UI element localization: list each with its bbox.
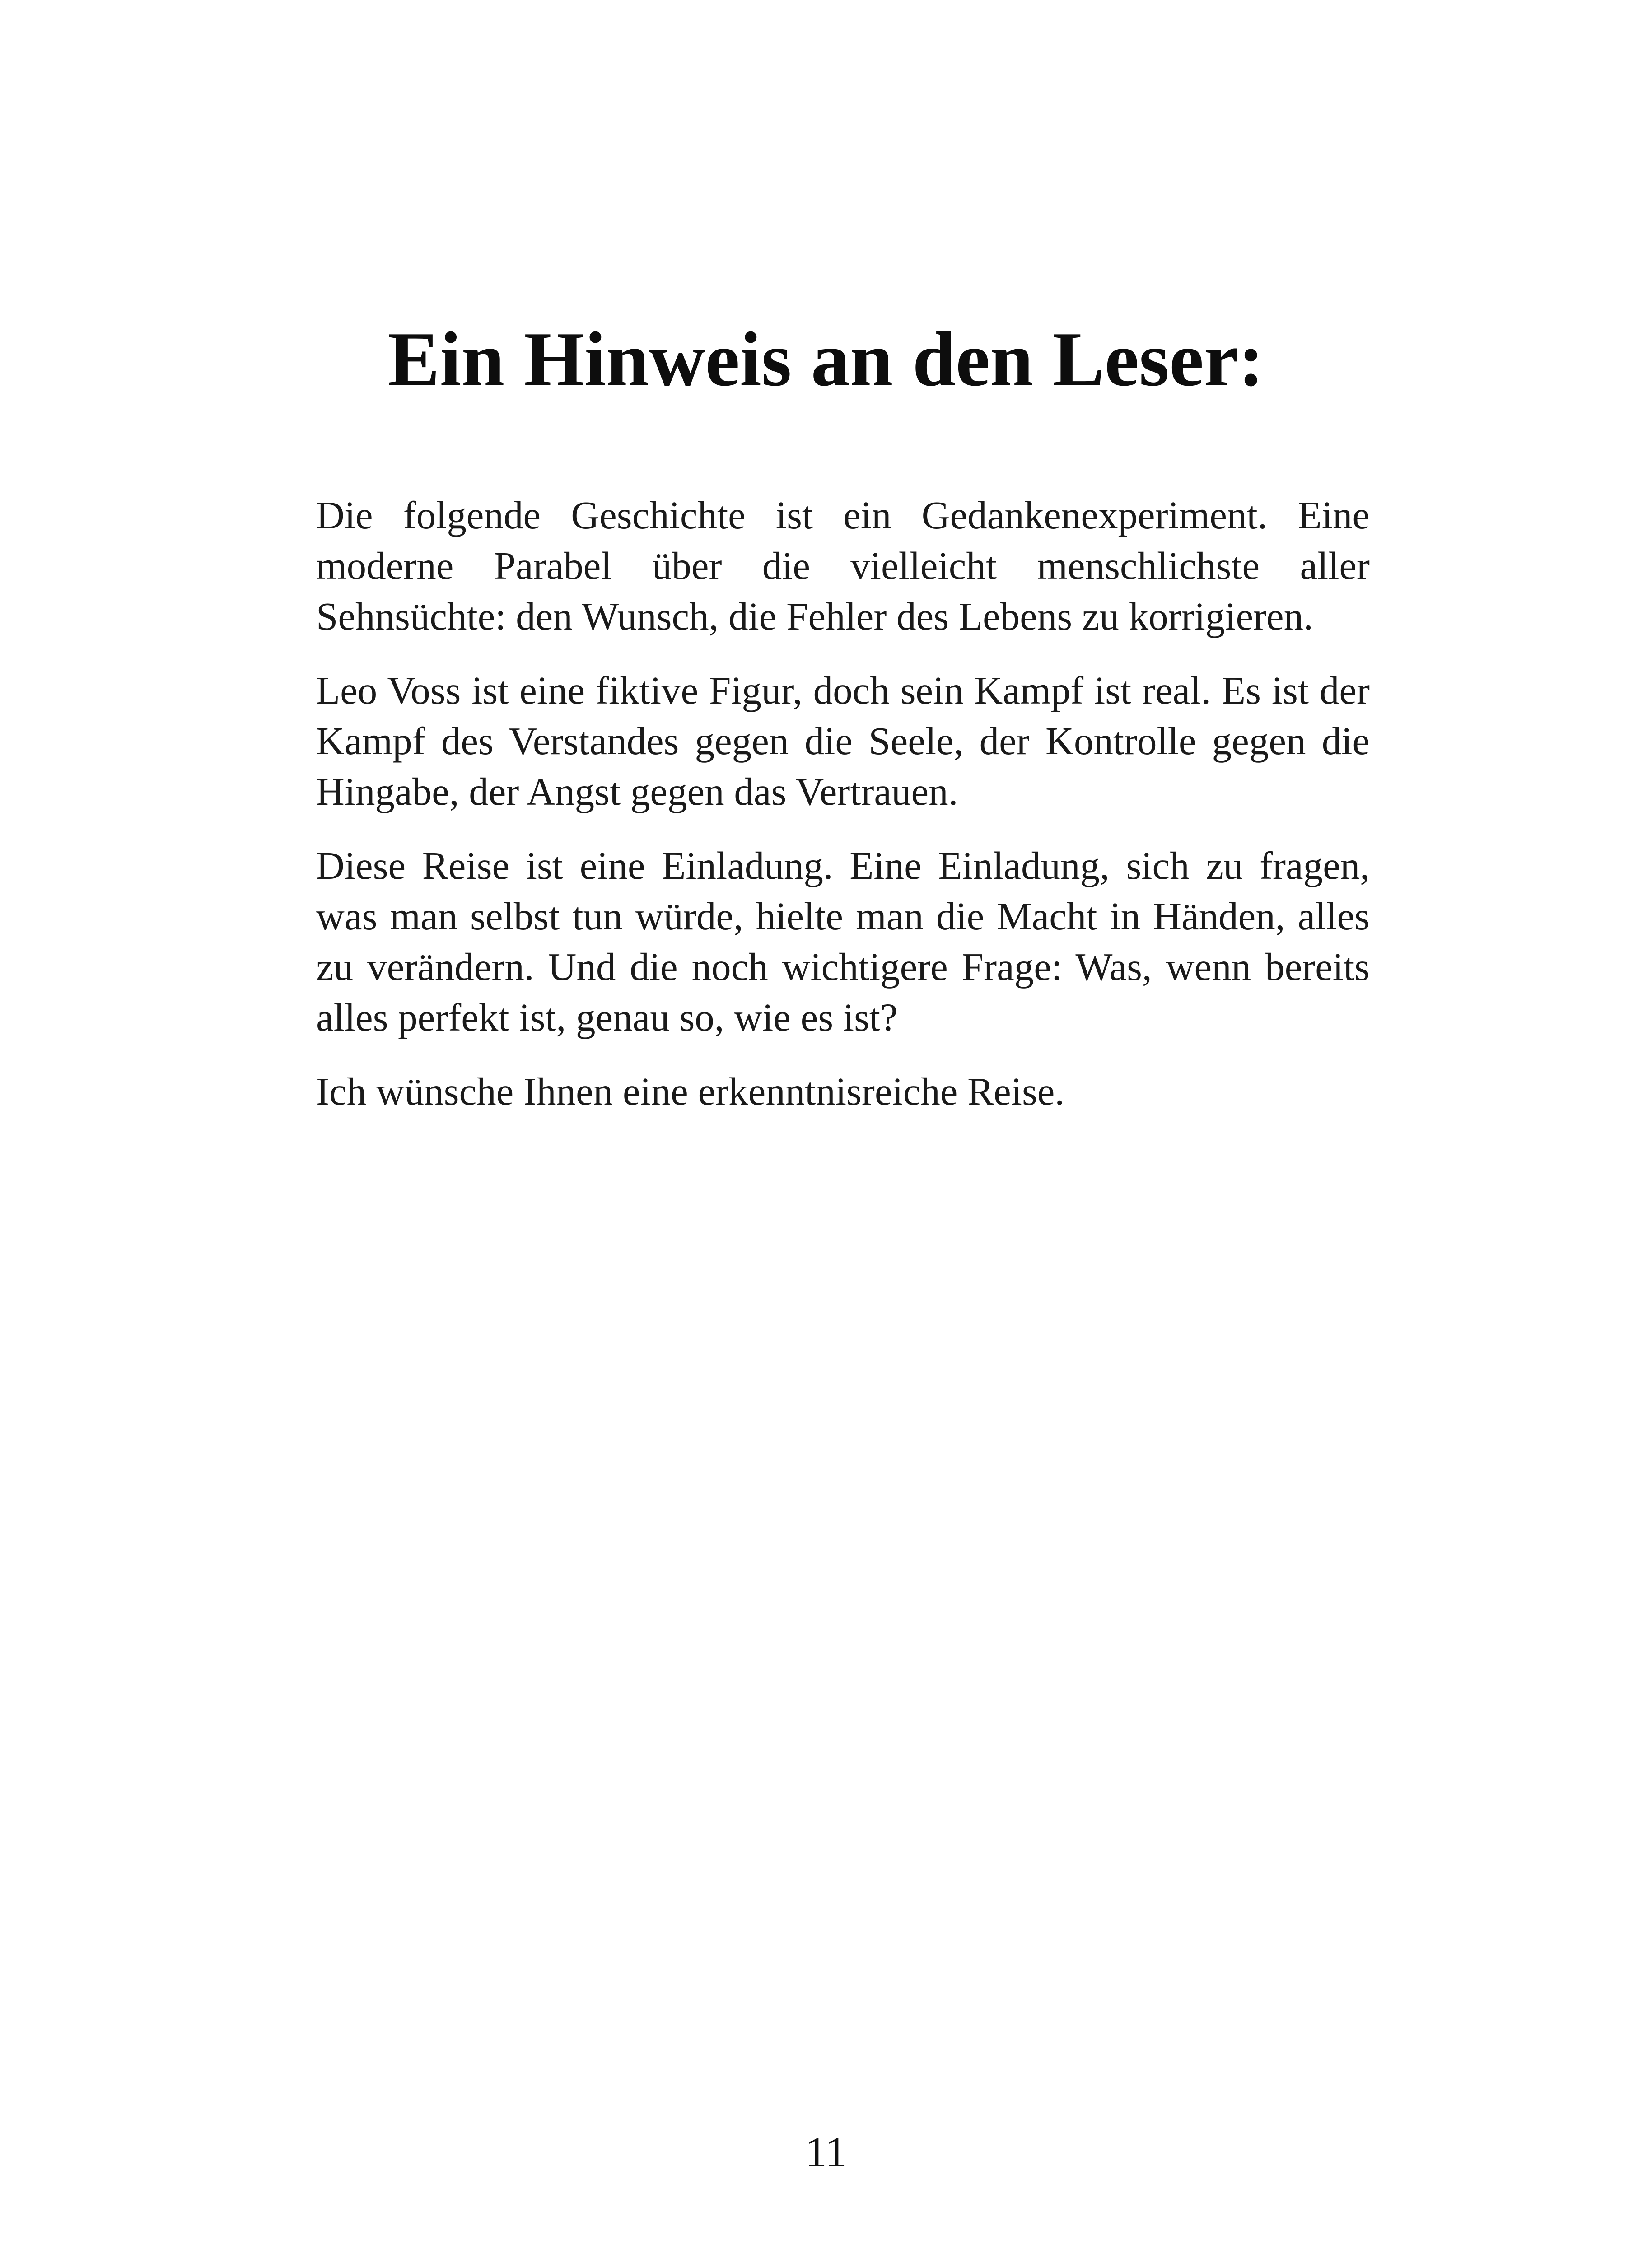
paragraph-closing: Ich wünsche Ihnen eine erkenntnisreiche Reise. [316, 1069, 1065, 1113]
chapter-heading: Ein Hinweis an den Leser: [388, 317, 1264, 402]
body-text [316, 490, 1370, 1140]
paragraph-leo-voss: Leo Voss ist eine fiktive Figur, doch sein Kampf ist real. Es ist der Kampf des Verstandes gegen die Seele, der Kontrolle gegen die Hingabe, der Angst gegen das Vertrauen. [316, 668, 1370, 813]
paragraph-invitation: Diese Reise ist eine Einladung. Eine Einladung, sich zu fragen, was man selbst tun würde, hielte man die Macht in Händen, alles zu verändern. Und die noch wichtigere Frage: Was, wenn bereits alles perfekt ist, genau so, wie es ist? [316, 844, 1370, 1039]
page-number: 11 [805, 2128, 847, 2176]
paragraph-intro: Die folgende Geschichte ist ein Gedankenexperiment. Eine moderne Parabel über die vielleicht menschlichste aller Sehnsüchte: den Wunsch, die Fehler des Lebens zu korrigieren. [316, 493, 1370, 638]
